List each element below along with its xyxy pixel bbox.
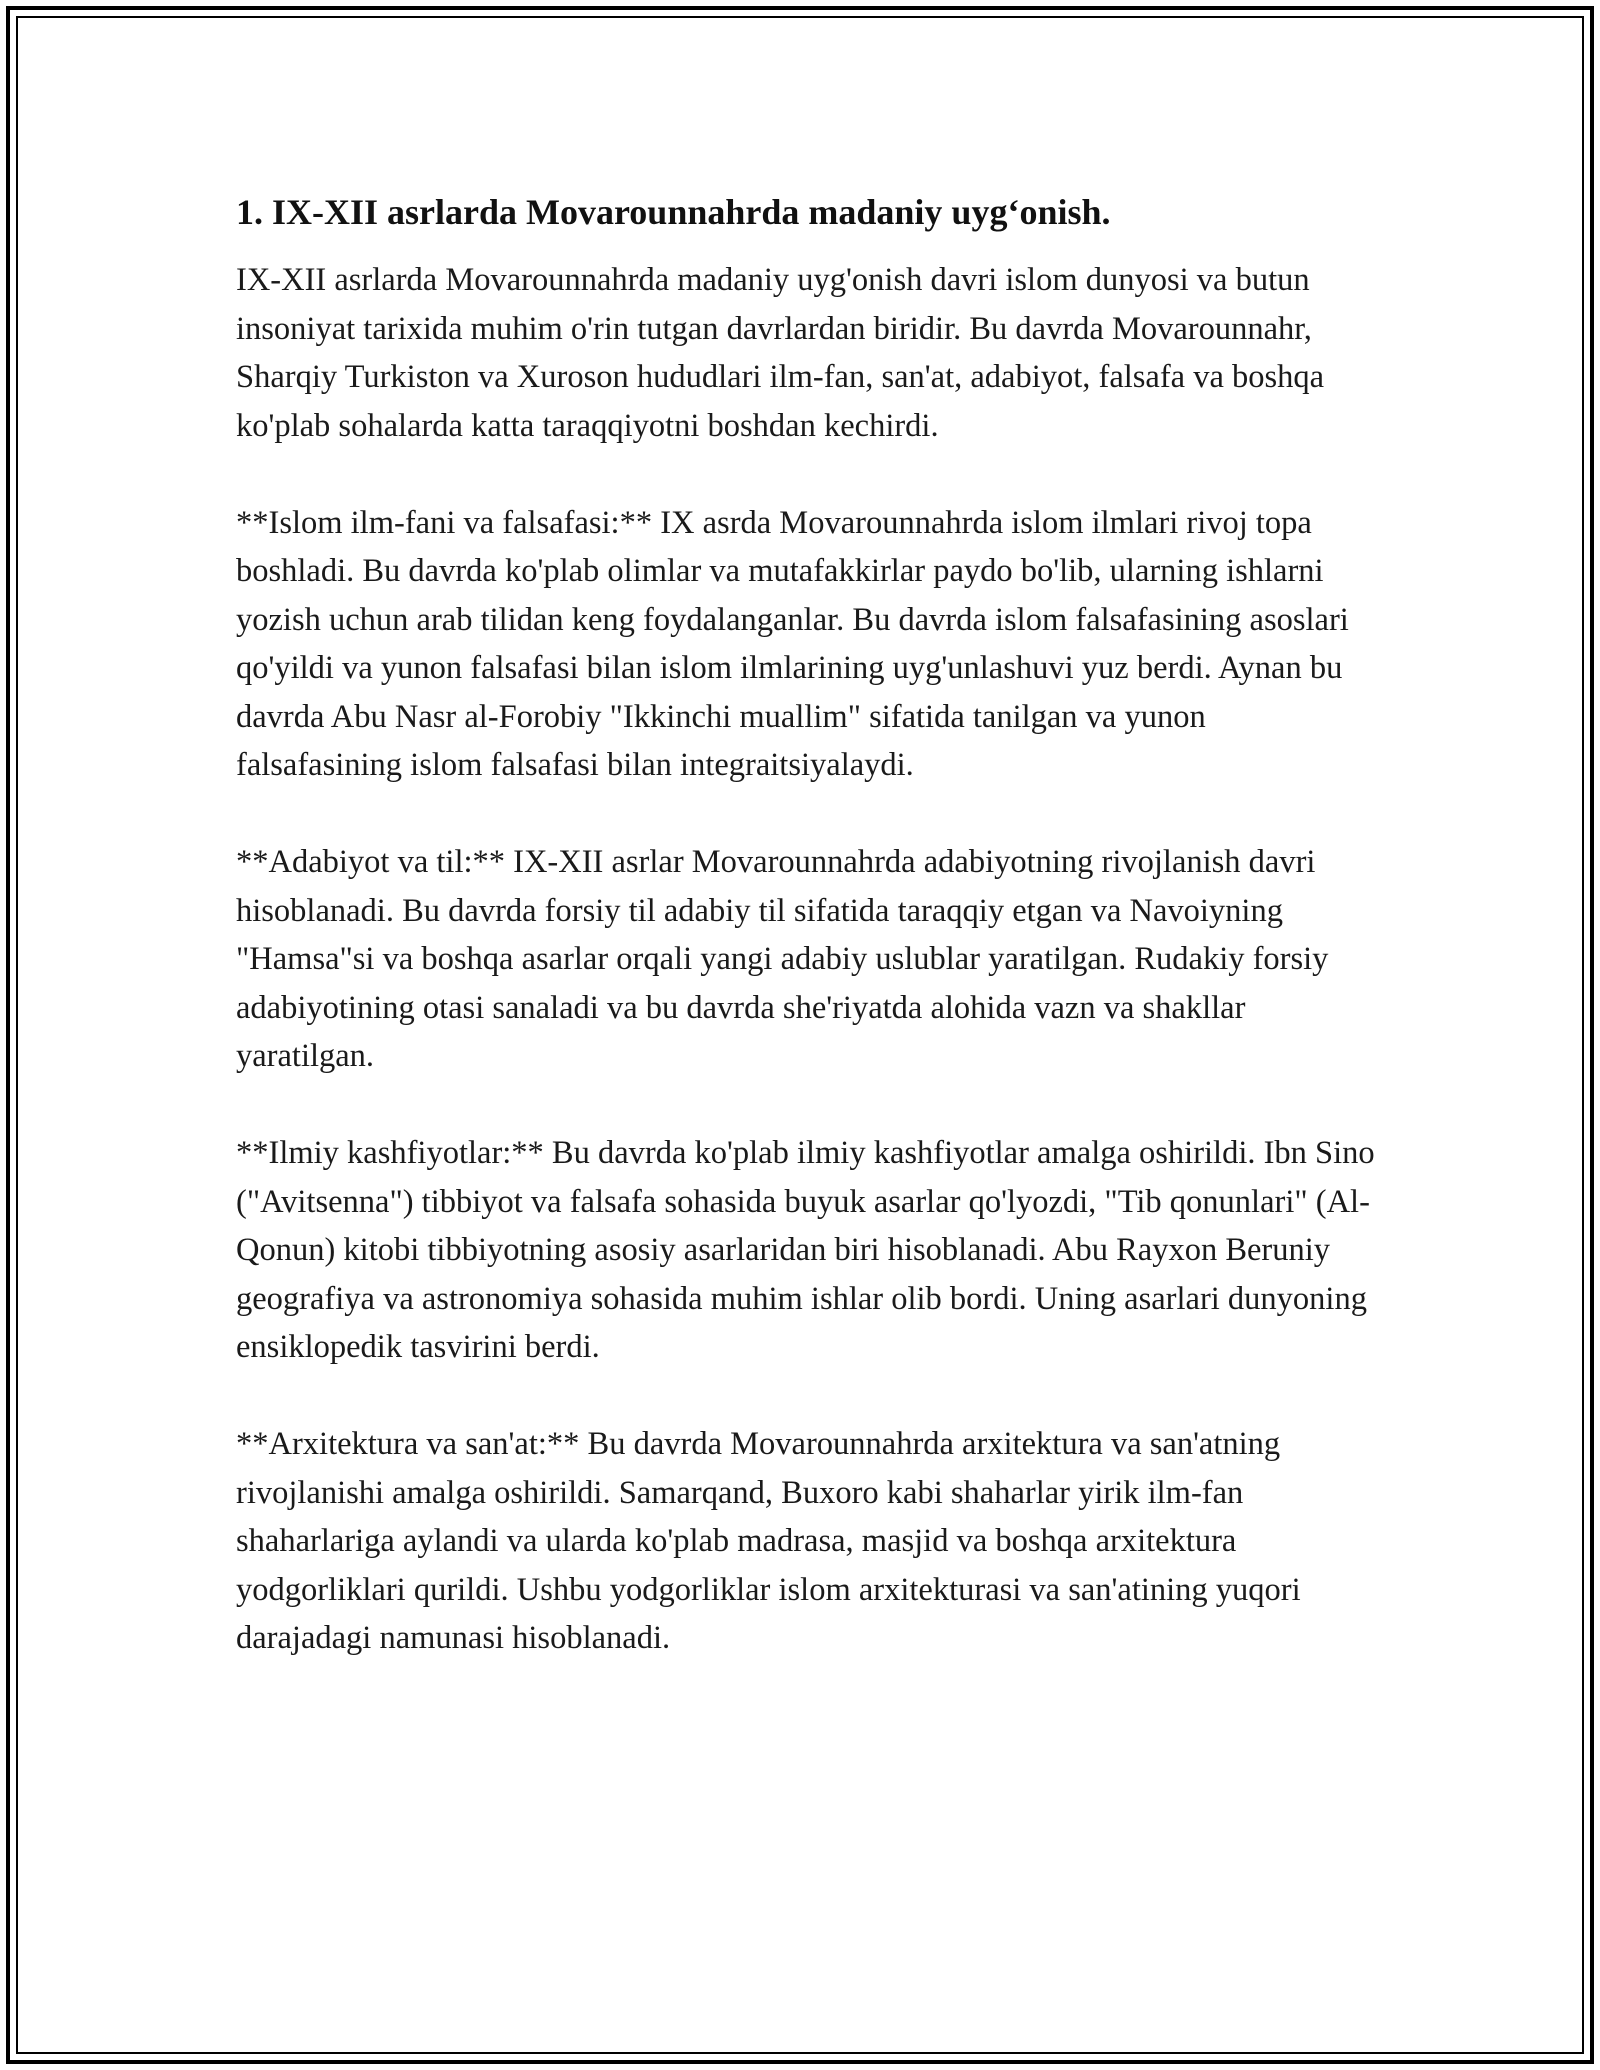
document-body xyxy=(236,188,1376,1711)
document-title: 1. IX-XII asrlarda Movarounnahrda madaniy uyg‘onish. xyxy=(236,192,1111,232)
paragraph-intro: IX-XII asrlarda Movarounnahrda madaniy uyg'onish davri islom dunyosi va butun insoniyat tarixida muhim o'rin tutgan davrlardan biridir. Bu davrda Movarounnahr, Sharqiy Turkiston va Xuroson hududlari ilm-fan, san'at, adabiyot, falsafa va boshqa ko'plab sohalarda katta taraqqiyotni boshdan kechirdi. xyxy=(236,262,1325,444)
paragraph-architecture: **Arxitektura va san'at:** Bu davrda Movarounnahrda arxitektura va san'atning rivojlanishi amalga oshirildi. Samarqand, Buxoro kabi shaharlar yirik ilm-fan shaharlariga aylandi va ularda ko'plab madrasa, masjid va boshqa arxitektura yodgorliklari qurildi. Ushbu yodgorliklar islom arxitekturasi va san'atining yuqori darajadagi namunasi hisoblanadi. xyxy=(236,1426,1301,1656)
paragraph-literature: **Adabiyot va til:** IX-XII asrlar Movarounnahrda adabiyotning rivojlanish davri hisoblanadi. Bu davrda forsiy til adabiy til sifatida taraqqiy etgan va Navoiyning "Hamsa"si va boshqa asarlar orqali yangi adabiy uslublar yaratilgan. Rudakiy forsiy adabiyotining otasi sanaladi va bu davrda she'riyatda alohida vazn va shakllar yaratilgan. xyxy=(236,844,1329,1074)
paragraph-scientific-discoveries: **Ilmiy kashfiyotlar:** Bu davrda ko'plab ilmiy kashfiyotlar amalga oshirildi. Ibn Sino ("Avitsenna") tibbiyot va falsafa sohasida buyuk asarlar qo'lyozdi, "Tib qonunlari" (Al-Qonun) kitobi tibbiyotning asosiy asarlaridan biri hisoblanadi. Abu Rayxon Beruniy geografiya va astronomiya sohasida muhim ishlar olib bordi. Uning asarlari dunyoning ensiklopedik tasvirini berdi. xyxy=(236,1135,1375,1365)
paragraph-islamic-science: **Islom ilm-fani va falsafasi:** IX asrda Movarounnahrda islom ilmlari rivoj topa boshladi. Bu davrda ko'plab olimlar va mutafakkirlar paydo bo'lib, ularning ishlarni yozish uchun arab tilidan keng foydalanganlar. Bu davrda islom falsafasining asoslari qo'yildi va yunon falsafasi bilan islom ilmlarining uyg'unlashuvi yuz berdi. Aynan bu davrda Abu Nasr al-Forobiy "Ikkinchi muallim" sifatida tanilgan va yunon falsafasining islom falsafasi bilan integraitsiyalaydi. xyxy=(236,504,1349,783)
